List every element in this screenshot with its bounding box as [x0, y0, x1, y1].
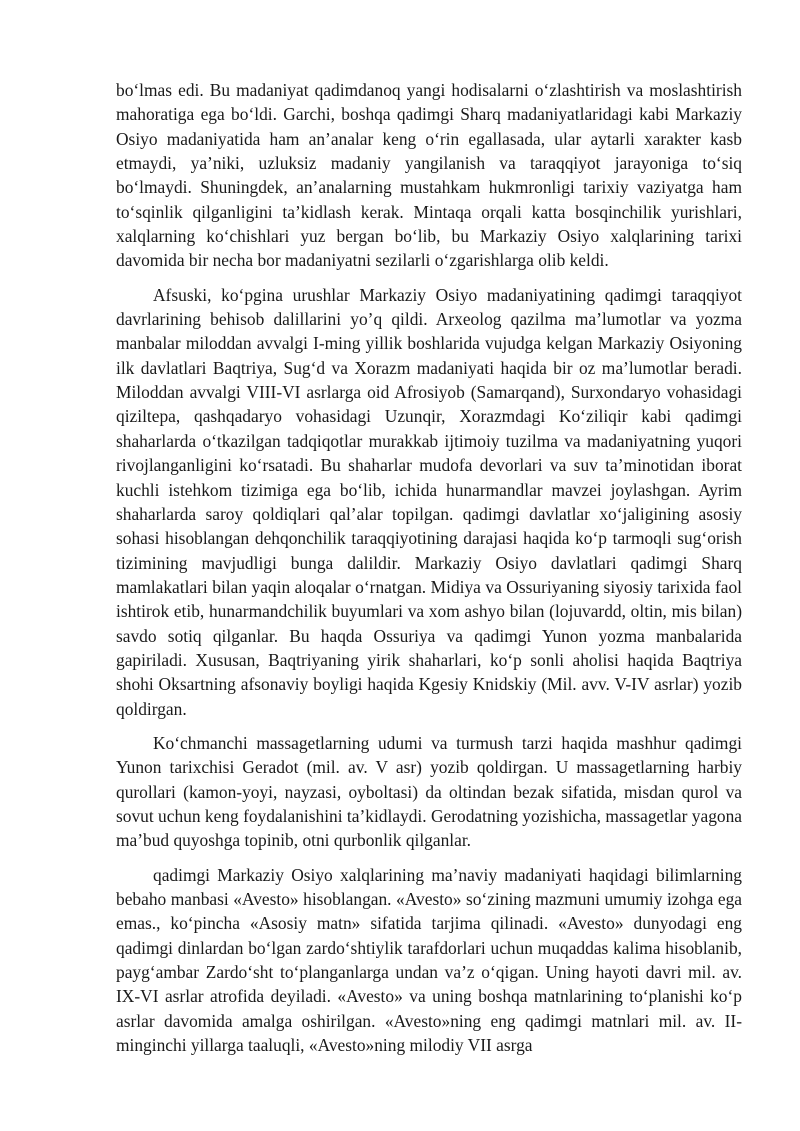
paragraph-4: qadimgi Markaziy Osiyo xalqlarining ma’naviy madaniyati haqidagi bilimlarning bebaho manbasi «Avesto» hisoblangan. «Avesto» so‘zining mazmuni umumiy izohga ega emas., ko‘pincha «Asosiy matn» sifatida tarjima qilinadi. «Avesto» dunyodagi eng qadimgi dinlardan bo‘lgan zardo‘shtiylik tarafdorlari uchun muqaddas kalima hisoblanib, payg‘ambar Zardo‘sht to‘planganlarga undan va’z o‘qigan. Uning hayoti davri mil. av. IX-VI asrlar atrofida deyiladi. «Avesto» va uning boshqa matnlarining to‘planishi ko‘p asrlar davomida amalga oshirilgan. «Avesto»ning eng qadimgi matnlari mil. av. II- minginchi yillarga taaluqli, «Avesto»ning milodiy VII asrga: [116, 864, 742, 1056]
paragraph-2: Afsuski, ko‘pgina urushlar Markaziy Osiyo madaniyatining qadimgi taraqqiyot davrlarining behisob dalillarini yo’q qildi. Arxeolog qazilma ma’lumotlar va yozma manbalar miloddan avvalgi I-ming yillik boshlarida vujudga kelgan Markaziy Osiyoning ilk davlatlari Baqtriya, Sug‘d va Xorazm madaniyati haqida bir oz ma’lumotlar beradi. Miloddan avvalgi VIII-VI asrlarga oid Afrosiyob (Samarqand), Surxondaryo vohasidagi qiziltepa, qashqadaryo vohasidagi Uzunqir, Xorazmdagi Ko‘ziliqir kabi qadimgi shaharlarda o‘tkazilgan tadqiqotlar murakkab ijtimoiy tuzilma va madaniyatning yuqori rivojlanganligini ko‘rsatadi. Bu shaharlar mudofa devorlari va suv ta’minotidan iborat kuchli istehkom tizimiga ega bo‘lib, ichida hunarmandlar mavzei joylashgan. Ayrim shaharlarda saroy qoldiqlari qal’alar topilgan. qadimgi davlatlar xo‘jaligining asosiy sohasi hisoblangan dehqonchilik taraqqiyotining darajasi haqida ko‘p tarmoqli sug‘orish tizimining mavjudligi bunga dalildir. Markaziy Osiyo davlatlari qadimgi Sharq mamlakatlari bilan yaqin aloqalar o‘rnatgan. Midiya va Ossuriyaning siyosiy tarixida faol ishtirok etib, hunarmandchilik buyumlari va xom ashyo bilan (lojuvardd, oltin, mis bilan) savdo sotiq qilganlar. Bu haqda Ossuriya va qadimgi Yunon yozma manbalarida gapiriladi. Xususan, Baqtriyaning yirik shaharlari, ko‘p sonli aholisi haqida Baqtriya shohi Oksartning afsonaviy boyligi haqida Kgesiy Knidskiy (Mil. avv. V-IV asrlar) yozib qoldirgan.: [116, 284, 742, 719]
paragraph-3: Ko‘chmanchi massagetlarning udumi va turmush tarzi haqida mashhur qadimgi Yunon tarixchisi Geradot (mil. av. V asr) yozib qoldirgan. U massagetlarning harbiy qurollari (kamon-yoyi, nayzasi, oyboltasi) da oltindan bezak sifatida, misdan qurol va sovut uchun keng foydalanishini ta’kidlaydi. Gerodatning yozishicha, massagetlar yagona ma’bud quyoshga topinib, otni qurbonlik qilganlar.: [116, 732, 742, 851]
paragraph-1: bo‘lmas edi. Bu madaniyat qadimdanoq yangi hodisalarni o‘zlashtirish va moslashtirish mahoratiga ega bo‘ldi. Garchi, boshqa qadimgi Sharq madaniyatlaridagi kabi Markaziy Osiyo madaniyatida ham an’analar keng o‘rin egallasada, ular aytarli xarakter kasb etmaydi, ya’niki, uzluksiz madaniy yangilanish va taraqqiyot jarayoniga to‘siq bo‘lmaydi. Shuningdek, an’analarning mustahkam hukmronligi tarixiy vaziyatga ham to‘sqinlik qilganligini ta’kidlash kerak. Mintaqa orqali katta bosqinchilik yurishlari, xalqlarning ko‘chishlari yuz bergan bo‘lib, bu Markaziy Osiyo xalqlarining tarixi davomida bir necha bor madaniyatni sezilarli o‘zgarishlarga olib keldi.: [116, 80, 742, 271]
document-page: [116, 78, 742, 1057]
